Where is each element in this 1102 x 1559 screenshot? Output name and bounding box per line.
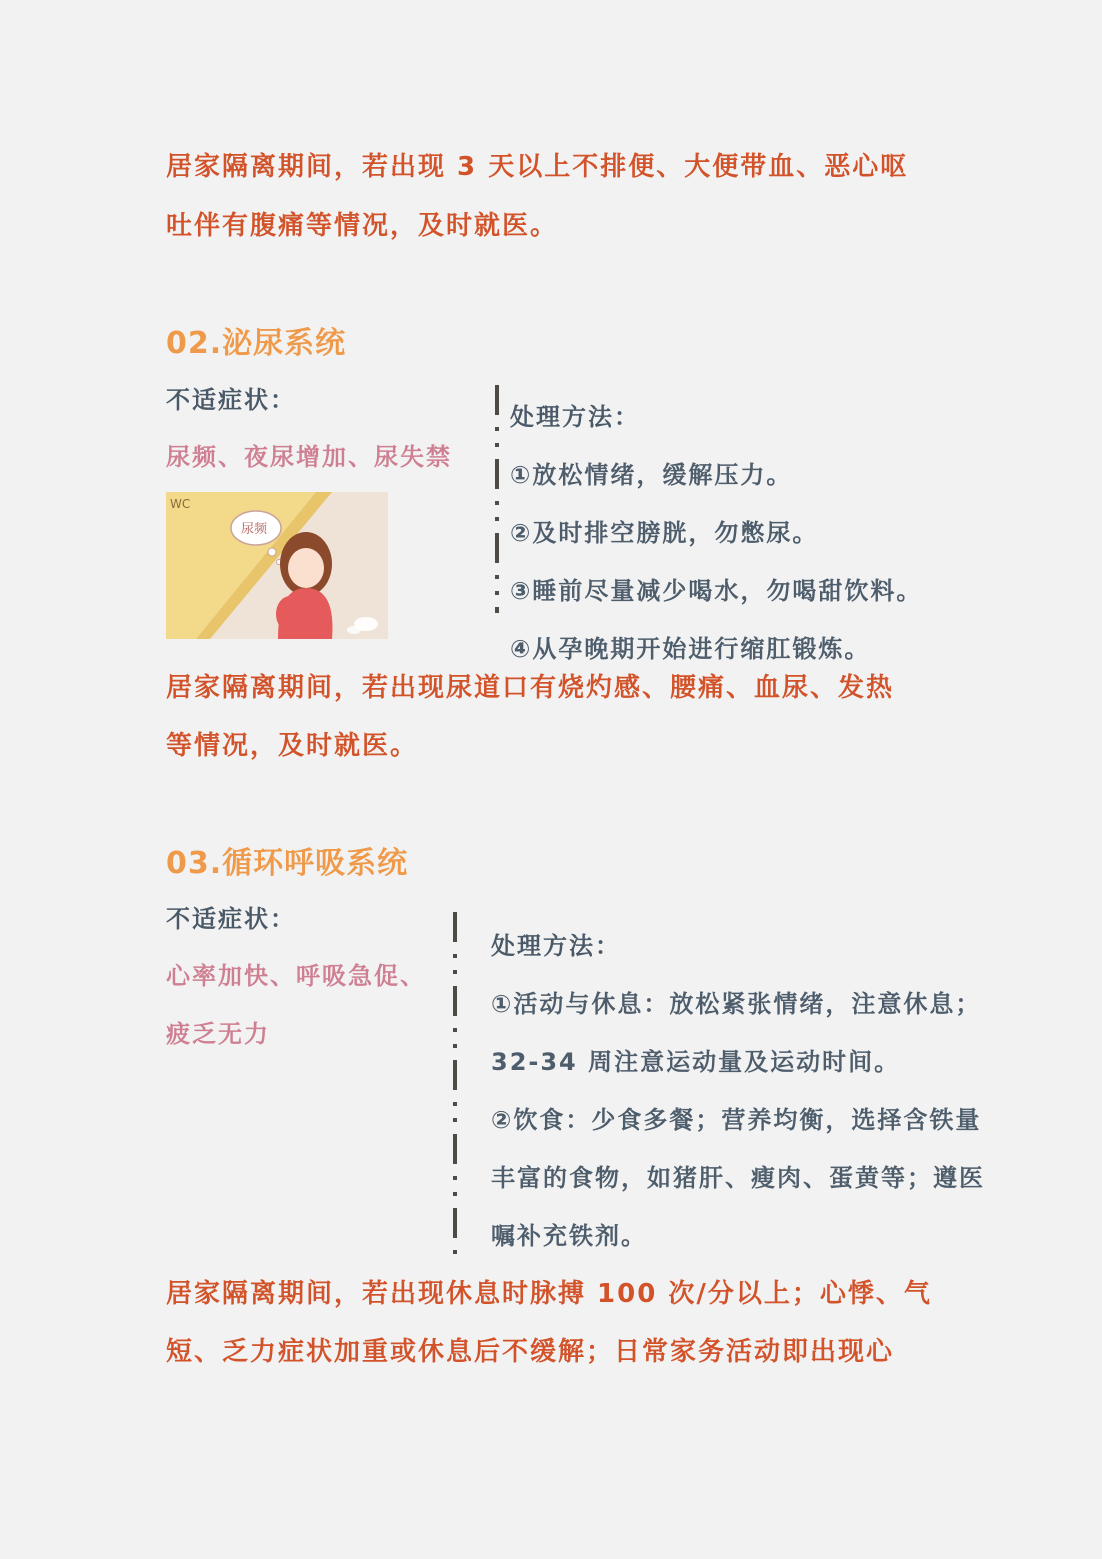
methods-label-urinary: 处理方法： (510, 403, 640, 431)
section-title-urinary: 02.泌尿系统 (166, 326, 347, 361)
section-divider-urinary (495, 385, 499, 613)
section-divider-circulatory (453, 912, 457, 1262)
circulatory-warning-line-1: 居家隔离期间，若出现休息时脉搏 100 次/分以上；心悸、气 (166, 1279, 932, 1309)
urinary-warning-line-1: 居家隔离期间，若出现尿道口有烧灼感、腰痛、血尿、发热 (166, 673, 895, 703)
symptom-label-urinary: 不适症状： (166, 386, 296, 414)
symptom-text-urinary: 尿频、夜尿增加、尿失禁 (166, 443, 452, 471)
method-item-circulatory-4: 丰富的食物，如猪肝、瘦肉、蛋黄等；遵医 (491, 1164, 985, 1192)
wc-sign: WC (170, 497, 191, 511)
symptom-label-circulatory: 不适症状： (166, 905, 296, 933)
method-item-circulatory-5: 嘱补充铁剂。 (491, 1222, 647, 1250)
method-item-circulatory-3: ②饮食：少食多餐；营养均衡，选择含铁量 (491, 1106, 982, 1134)
section-title-circulatory: 03.循环呼吸系统 (166, 846, 409, 881)
method-item-urinary-3: ③睡前尽量减少喝水，勿喝甜饮料。 (510, 577, 923, 605)
circulatory-warning-line-2: 短、乏力症状加重或休息后不缓解；日常家务活动即出现心 (166, 1337, 895, 1367)
symptom-text-circulatory-1: 心率加快、呼吸急促、 (166, 962, 426, 990)
methods-label-circulatory: 处理方法： (491, 932, 621, 960)
method-item-urinary-2: ②及时排空膀胱，勿憋尿。 (510, 519, 819, 547)
urinary-warning-line-2: 等情况，及时就医。 (166, 731, 419, 761)
intro-warning-line-1: 居家隔离期间，若出现 3 天以上不排便、大便带血、恶心呕 (166, 152, 909, 182)
method-item-circulatory-2: 32-34 周注意运动量及运动时间。 (491, 1048, 901, 1076)
method-item-urinary-1: ①放松情绪，缓解压力。 (510, 461, 793, 489)
method-item-urinary-4: ④从孕晚期开始进行缩肛锻炼。 (510, 635, 871, 663)
method-item-circulatory-1: ①活动与休息：放松紧张情绪，注意休息； (491, 990, 982, 1018)
symptom-text-circulatory-2: 疲乏无力 (166, 1020, 270, 1048)
bubble-text: 尿频 (241, 522, 268, 537)
frequent-urination-illustration (166, 492, 388, 639)
intro-warning-line-2: 吐伴有腹痛等情况，及时就医。 (166, 211, 559, 241)
